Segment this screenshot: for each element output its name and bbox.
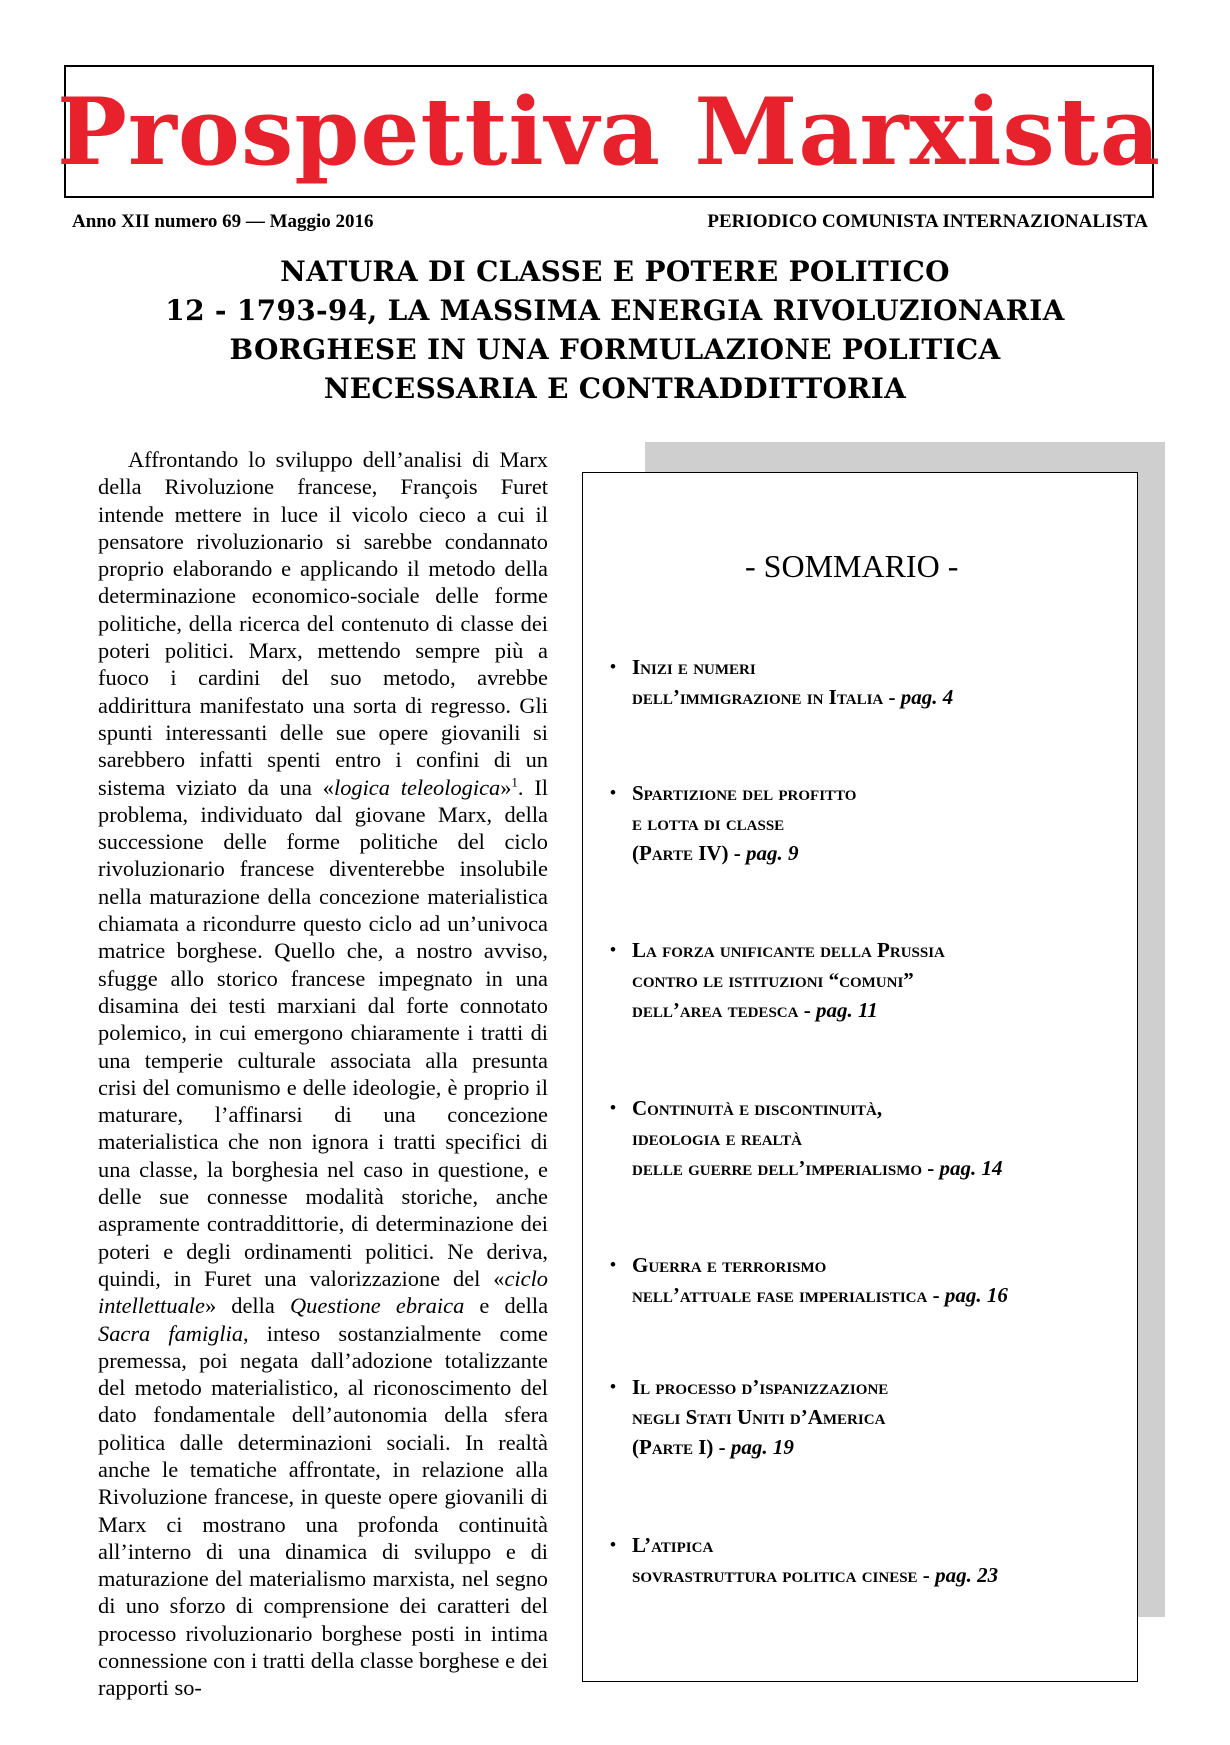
toc-item-line: contro le istituzioni “comuni” [632,968,914,992]
article-text: e della [464,1293,549,1319]
article-emphasis: logica teleologica [333,774,501,800]
article-emphasis: Sacra famiglia [98,1320,244,1346]
toc-item-line: Continuità e discontinuità, [632,1096,883,1120]
article-text: . Il problema, individuato dal giovane Marx, della successione delle forme politiche del ciclo rivoluzionario francese diventerebbe insolubile nella maturazione della concezione materialistica chiamata a ricondurre questo ciclo ad un’univoca matrice borghese. Quello che, a nostro avviso, sfugge allo storico francese impegnato in una disamina dei testi marxiani dal forte connotato polemico, in cui emergono chiaramente i tratti di una temperie culturale associata alla presunta crisi del comunismo e delle ideologie, è proprio il maturare, l’affinarsi di una concezione materialistica che non ignora i tratti specifici di una classe, la borghesia nel caso in questione, e delle sue connesse modalità storiche, anche aspramente contraddittorie, di determinazione dei poteri e degli ordinamenti politici. Ne deriva, quindi, in Furet una valorizzazione del « [98,774,549,1291]
toc-item-page: pag. 11 [815,998,878,1022]
periodical-label: PERIODICO COMUNISTA INTERNAZIONALISTA [707,211,1148,232]
toc-item-line: ideologia e realtà [632,1126,802,1150]
toc-item-line: (Parte IV) - [632,841,747,865]
toc-item-page: pag. 9 [746,841,799,865]
masthead-title: Prospettiva Marxista [57,77,1161,186]
masthead-box [57,65,1161,198]
toc-item-line: nell’attuale fase imperialistica - [632,1283,945,1307]
toc-item-line: La forza unificante della Prussia [632,938,945,962]
toc-item-line: dell’immigrazione in Italia - [632,685,901,709]
headline-line: NATURA DI CLASSE E POTERE POLITICO [280,255,950,288]
toc-item-line: Il processo d’ispanizzazione [632,1375,889,1399]
bullet-icon: • [610,1098,616,1117]
toc-item-page: pag. 14 [939,1156,1003,1180]
bullet-icon: • [610,657,616,676]
toc-item-line: negli Stati Uniti d’America [632,1405,886,1429]
bullet-icon: • [610,940,616,959]
toc-item-line: (Parte I) - [632,1435,731,1459]
bullet-icon: • [610,1535,616,1554]
article-text: Affrontando lo sviluppo dell’analisi di Marx della Rivoluzione francese, François Furet intende mettere in luce il vicolo cieco a cui il pensatore rivoluzionario si sarebbe condannato proprio elaborando e applicando il metodo della determinazione economico-sociale delle forme politiche, della ricerca del contenuto di classe dei poteri politici. Marx, mettendo sempre più a fuoco i cardini del suo metodo, avrebbe addirittura manifestato una sorta di regresso. Gli spunti interessanti delle sue opere giovanili si sarebbero infatti spenti entro i confini di un sistema viziato da una « [98,447,548,800]
toc-item-page: pag. 19 [730,1435,794,1459]
issue-info: Anno XII numero 69 — Maggio 2016 [72,211,374,232]
toc-item-line: L’atipica [632,1533,714,1557]
headline-line: NECESSARIA E CONTRADDITTORIA [323,372,907,405]
toc-item-line: Inizi e numeri [632,655,756,679]
bullet-icon: • [610,1255,616,1274]
headline-line: BORGHESE IN UNA FORMULAZIONE POLITICA [229,333,1001,366]
bullet-icon: • [610,783,616,802]
toc-item-line: Guerra e terrorismo [632,1253,827,1277]
headline-line: 12 - 1793-94, LA MASSIMA ENERGIA RIVOLUZIONARIA [165,294,1065,327]
toc-item-line: e lotta di classe [632,811,785,835]
toc-item-line: sovrastruttura politica cinese - [632,1563,936,1587]
toc-item-line: dell’area tedesca - [632,998,816,1022]
article-emphasis: Questione ebraica [289,1293,465,1319]
toc-item-line: Spartizione del profitto [632,781,857,805]
footnote-marker[interactable]: 1 [511,774,518,790]
article-body [98,446,548,1702]
bullet-icon: • [610,1377,616,1396]
toc-item-page: pag. 23 [935,1563,999,1587]
article-text: » [500,774,512,800]
toc-item-page: pag. 4 [900,685,954,709]
article-text: » della [204,1293,290,1319]
toc-item-line: delle guerre dell’imperialismo - [632,1156,940,1180]
article-emphasis: ciclo intellettuale [98,1265,548,1319]
article-headline [0,252,1230,408]
toc-title: - SOMMARIO - [745,548,959,584]
toc-item-page: pag. 16 [944,1283,1008,1307]
article-text: , inteso sostanzialmente come premessa, poi negata dall’adozione totalizzante del metodo materialistico, al riconoscimento del dato fondamentale dell’autonomia della sfera politica dalle determinazioni sociali. In realtà anche le tematiche affrontate, in relazione alla Rivoluzione francese, in queste opere giovanili di Marx ci mostrano una profonda continuità all’interno di una dinamica di sviluppo e di maturazione del materialismo marxista, nel segno di uno sforzo di comprensione dei caratteri del processo rivoluzionario borghese posti in intima connessione con i tratti della classe borghese e dei rapporti so- [98,1320,548,1701]
